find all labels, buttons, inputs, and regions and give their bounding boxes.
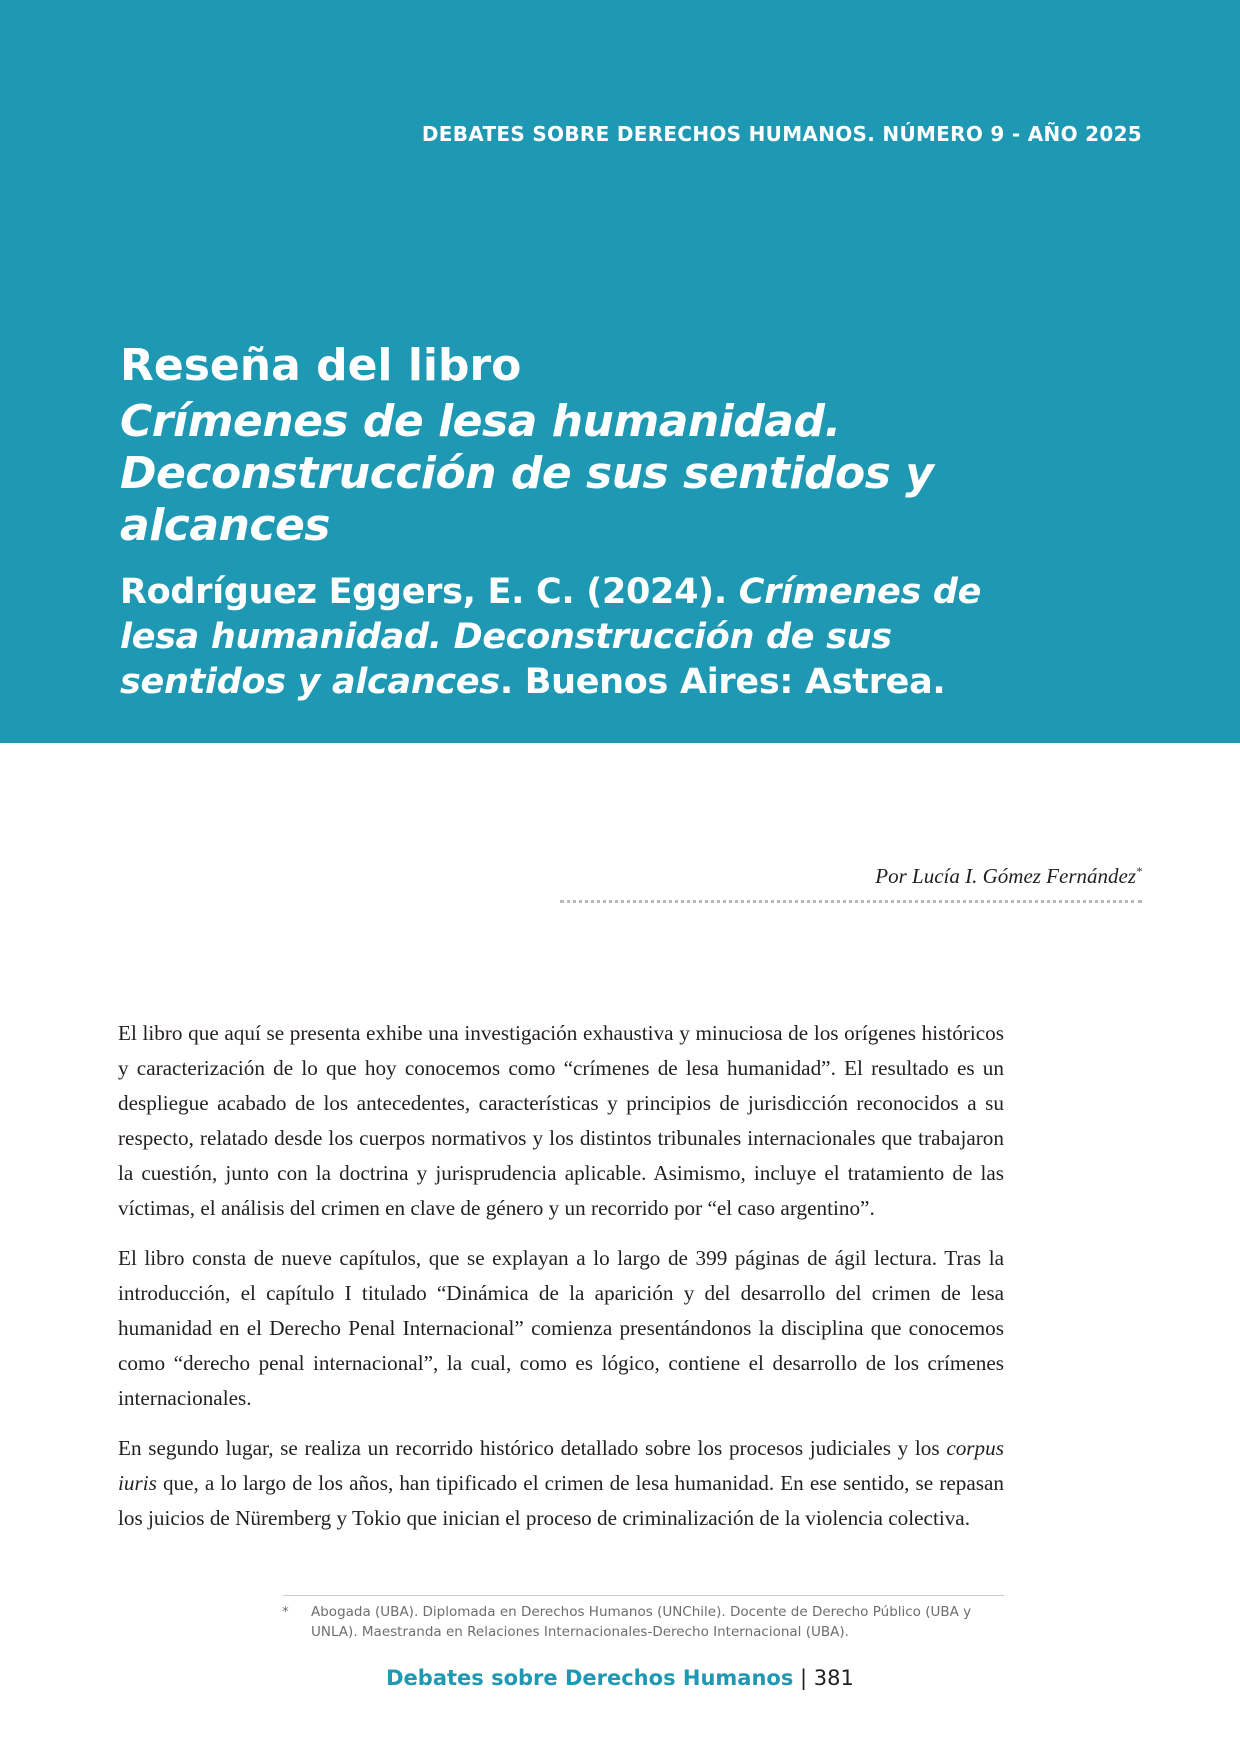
header-banner — [0, 0, 1240, 743]
page-footer — [0, 1666, 1240, 1690]
citation-publisher: . Buenos Aires: Astrea. — [499, 662, 946, 702]
book-title-line-3: alcances — [120, 500, 330, 551]
footer-separator: | — [800, 1666, 808, 1690]
paragraph-3 — [118, 1431, 1004, 1536]
paragraph-2: El libro consta de nueve capítulos, que se explayan a lo largo de 399 páginas de ágil lectura. Tras la introducción, el capítulo I titulado “Dinámica de la aparición y del desarrollo del crimen de lesa humanidad en el Derecho Penal Internacional” comienza presentándonos la disciplina que conocemos como “derecho penal internacional”, la cual, como es lógico, contiene el desarrollo de los crímenes internacionales. — [118, 1246, 1004, 1410]
paragraph-3-emphasis: corpus iuris — [118, 1436, 1004, 1495]
footnote — [283, 1602, 1004, 1642]
footnote-mark: * — [282, 1604, 289, 1620]
paragraph-1: El libro que aquí se presenta exhibe una investigación exhaustiva y minuciosa de los orígenes históricos y caracterización de lo que hoy conocemos como “crímenes de lesa humanidad”. El resultado es un despliegue acabado de los antecedentes, características y principios de jurisdicción reconocidos a su respecto, relatado desde los cuerpos normativos y los distintos tribunales internacionales que trabajaron la cuestión, junto con la doctrina y jurisprudencia aplicable. Asimismo, incluye el tratamiento de las víctimas, el análisis del crimen en clave de género y un recorrido por “el caso argentino”. — [118, 1021, 1004, 1220]
citation-author: Rodríguez Eggers, E. C. (2024). — [120, 572, 727, 612]
article-body — [118, 1016, 1004, 1551]
journal-name: Debates sobre Derechos Humanos — [386, 1666, 794, 1690]
page-number: 381 — [813, 1666, 854, 1690]
book-title-line-2: Deconstrucción de sus sentidos y — [120, 448, 934, 499]
author-byline — [875, 864, 1142, 889]
book-title — [120, 396, 1020, 552]
paragraph-3-part-a: En segundo lugar, se realiza un recorrido histórico detallado sobre los procesos judiciales y los — [118, 1436, 947, 1460]
byline-text: Por Lucía I. Gómez Fernández — [875, 864, 1136, 888]
running-head: DEBATES SOBRE DERECHOS HUMANOS. NÚMERO 9 - AÑO 2025 — [421, 122, 1142, 146]
footnote-text: Abogada (UBA). Diplomada en Derechos Humanos (UNChile). Docente de Derecho Público (UBA y UNLA). Maestranda en Relaciones Internacionales-Derecho Internacional (UBA). — [311, 1604, 972, 1640]
citation-title: Crímenes de lesa humanidad. Deconstrucción de sus sentidos y alcances — [120, 572, 982, 702]
book-citation — [120, 570, 1020, 705]
footnote-reference[interactable]: * — [1136, 864, 1142, 878]
paragraph-3-part-b: que, a lo largo de los años, han tipificado el crimen de lesa humanidad. En ese sentido, se repasan los juicios de Nüremberg y Tokio que inician el proceso de criminalización de la violencia colectiva. — [118, 1471, 1004, 1530]
book-title-line-1: Crímenes de lesa humanidad. — [120, 396, 841, 447]
article-title: Reseña del libro — [120, 340, 522, 391]
byline-divider — [560, 900, 1142, 903]
title-block — [120, 338, 1020, 705]
footnote-divider — [283, 1595, 1004, 1596]
